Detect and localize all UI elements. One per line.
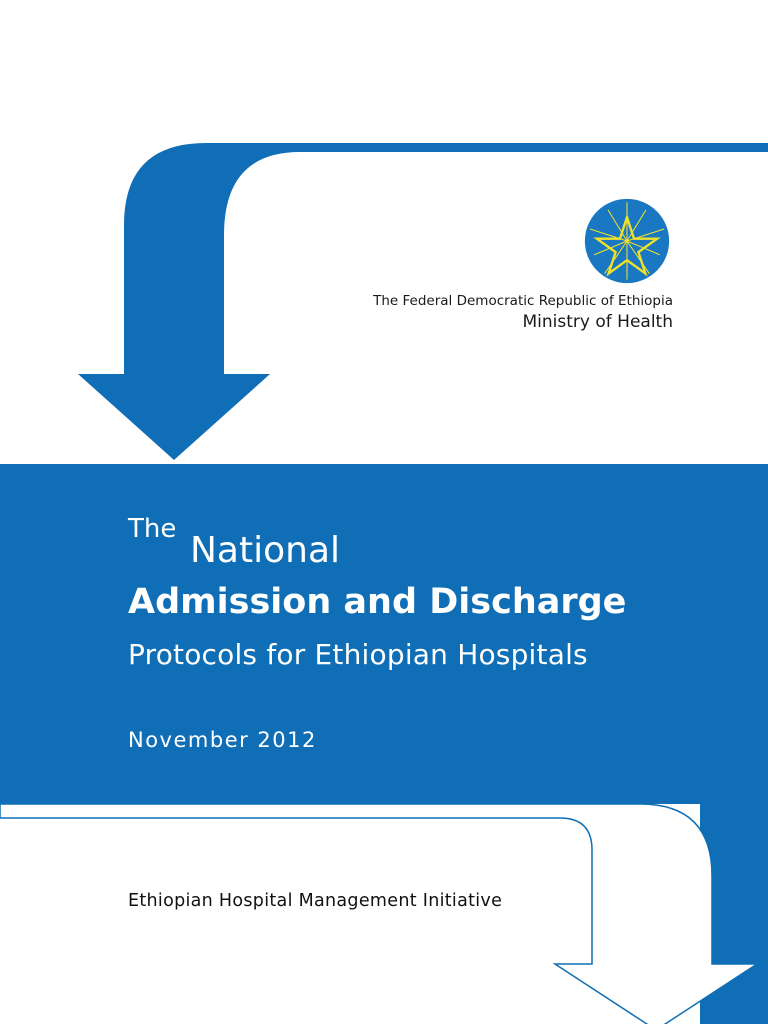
title-the: The: [128, 514, 177, 544]
bottom-curved-arrow: [0, 804, 757, 1024]
initiative-name: Ethiopian Hospital Management Initiative: [128, 891, 503, 911]
publication-date: November 2012: [128, 728, 317, 752]
ethiopian-star-emblem-icon: [584, 198, 670, 284]
title-band: [0, 464, 768, 804]
republic-name: The Federal Democratic Republic of Ethiopia: [373, 293, 673, 309]
ministry-name: Ministry of Health: [522, 312, 673, 332]
title-national: National: [190, 530, 341, 571]
title-subtitle: Protocols for Ethiopian Hospitals: [128, 638, 588, 671]
title-main: Admission and Discharge: [128, 582, 627, 622]
